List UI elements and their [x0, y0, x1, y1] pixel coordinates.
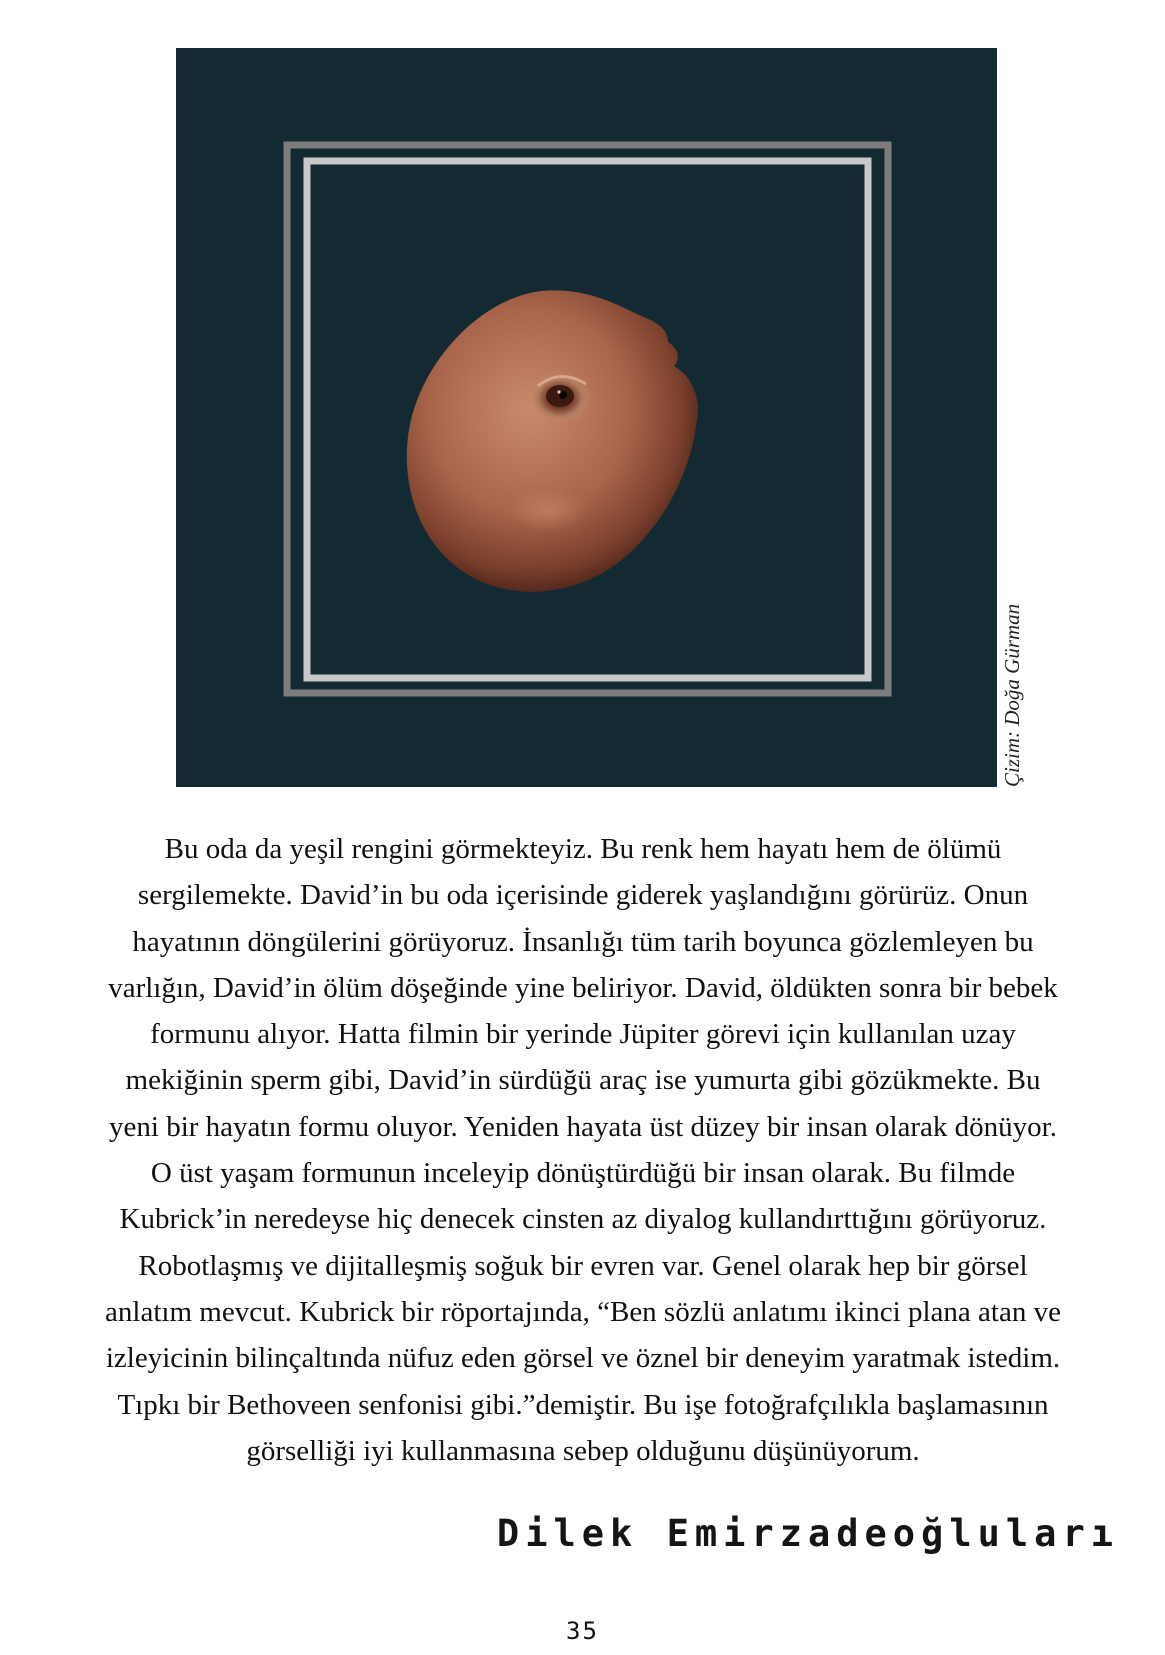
illustration-credit: Çizim: Doğa Gürman	[1000, 603, 1024, 787]
floating-head-artwork	[176, 48, 997, 787]
article-body	[28, 826, 1138, 1474]
article-line: varlığın, David’in ölüm döşeğinde yine beliriyor. David, öldükten sonra bir bebek	[108, 971, 1058, 1004]
author-signature: Dilek Emirzadeoğluları	[496, 1512, 1119, 1555]
article-line: Bu oda da yeşil rengini görmekteyiz. Bu renk hem hayatı hem de ölümü	[164, 833, 1002, 865]
article-line: hayatının döngülerini görüyoruz. İnsanlığı tüm tarih boyunca gözlemleyen bu	[132, 925, 1034, 958]
article-line: görselliği iyi kullanmasına sebep olduğunu düşünüyorum.	[246, 1434, 920, 1467]
article-line: sergilemekte. David’in bu oda içerisinde giderek yaşlandığını görürüz. Onun	[137, 879, 1029, 912]
article-line: Robotlaşmış ve dijitalleşmiş soğuk bir evren var. Genel olarak hep bir görsel	[138, 1249, 1028, 1282]
illustration	[176, 48, 997, 787]
article-line: yeni bir hayatın formu oluyor. Yeniden hayata üst düzey bir insan olarak dönüyor.	[109, 1110, 1057, 1143]
article-line: mekiğinin sperm gibi, David’in sürdüğü araç ise yumurta gibi gözükmekte. Bu	[125, 1064, 1041, 1097]
article-line: O üst yaşam formunun inceleyip dönüştürdüğü bir insan olarak. Bu filmde	[150, 1157, 1016, 1190]
page-number: 35	[566, 1617, 599, 1645]
article-line: Tıpkı bir Bethoveen senfonisi gibi.”demiştir. Bu işe fotoğrafçılıkla başlamasının	[117, 1388, 1049, 1421]
article-line: izleyicinin bilinçaltında nüfuz eden görsel ve öznel bir deneyim yaratmak istedim.	[105, 1342, 1061, 1375]
article-line: Kubrick’in neredeyse hiç denecek cinsten az diyalog kullandırttığını görüyoruz.	[119, 1203, 1047, 1236]
article-line: formunu alıyor. Hatta filmin bir yerinde Jüpiter görevi için kullanılan uzay	[150, 1018, 1016, 1051]
article-line: anlatım mevcut. Kubrick bir röportajında, “Ben sözlü anlatımı ikinci plana atan ve	[105, 1295, 1061, 1328]
